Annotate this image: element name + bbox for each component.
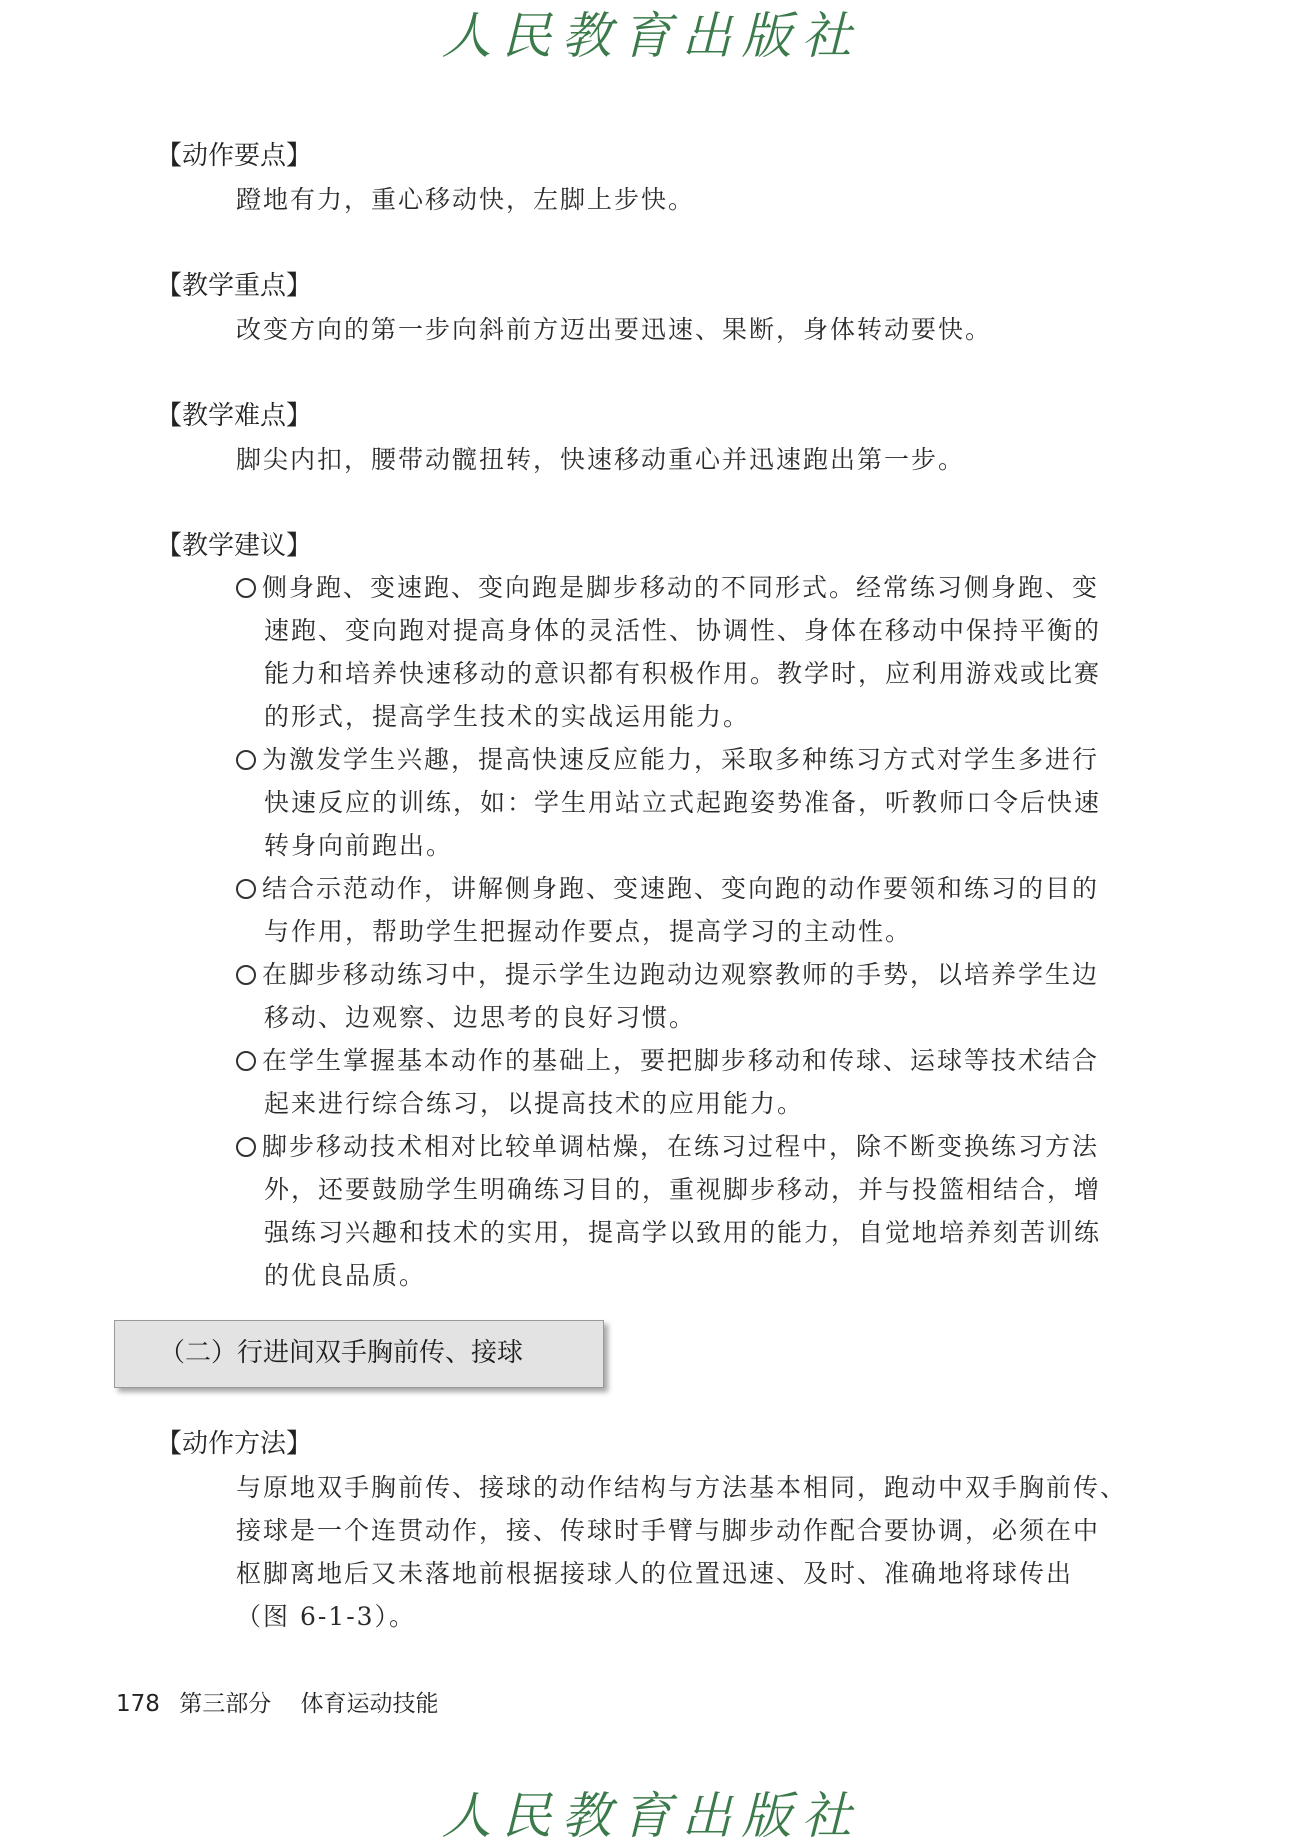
- bullet-circle-icon: [236, 879, 256, 899]
- footer-chapter: 体育运动技能: [300, 1691, 439, 1717]
- bullet-circle-icon: [236, 1137, 256, 1157]
- heading-teaching-suggestions: 【教学建议】: [156, 531, 313, 561]
- page-number: 178: [116, 1691, 160, 1717]
- suggestion-item: 为激发学生兴趣，提高快速反应能力，采取多种练习方式对学生多进行 快速反应的训练，如：学生用站立式起跑姿势准备，听教师口令后快速 转身向前跑出。: [236, 738, 1141, 867]
- bullet-circle-icon: [236, 578, 256, 598]
- teaching-difficulty-text: 脚尖内扣，腰带动髋扭转，快速移动重心并迅速跑出第一步。: [236, 445, 966, 474]
- publisher-watermark-bottom: 人民教育出版社: [441, 1787, 862, 1845]
- action-method-text: 与原地双手胸前传、接球的动作结构与方法基本相同，跑动中双手胸前传、 接球是一个连贯动作，接、传球时手臂与脚步动作配合要协调，必须在中 枢脚离地后又未落地前根据接球人的位置迅速、及时、准确地将球传出 （图 6-1-3）。: [236, 1473, 1128, 1631]
- suggestion-item: 在脚步移动练习中，提示学生边跑动边观察教师的手势，以培养学生边 移动、边观察、边思考的良好习惯。: [236, 953, 1141, 1039]
- suggestion-item: 脚步移动技术相对比较单调枯燥，在练习过程中，除不断变换练习方法 外，还要鼓励学生明确练习目的，重视脚步移动，并与投篮相结合，增 强练习兴趣和技术的实用，提高学以致用的能力，自觉地培养刻苦训练 的优良品质。: [236, 1125, 1141, 1297]
- teaching-focus-text: 改变方向的第一步向斜前方迈出要迅速、果断，身体转动要快。: [236, 315, 993, 344]
- bullet-circle-icon: [236, 965, 256, 985]
- suggestion-item: 在学生掌握基本动作的基础上，要把脚步移动和传球、运球等技术结合 起来进行综合练习，以提高技术的应用能力。: [236, 1039, 1141, 1125]
- action-points-text: 蹬地有力，重心移动快，左脚上步快。: [236, 185, 696, 214]
- bullet-circle-icon: [236, 750, 256, 770]
- heading-teaching-focus: 【教学重点】: [156, 271, 313, 301]
- heading-action-method: 【动作方法】: [156, 1429, 313, 1459]
- bullet-circle-icon: [236, 1051, 256, 1071]
- subsection-title: （二）行进间双手胸前传、接球: [159, 1338, 524, 1368]
- page-footer: [116, 1688, 439, 1720]
- suggestion-item: 结合示范动作，讲解侧身跑、变速跑、变向跑的动作要领和练习的目的 与作用，帮助学生把握动作要点，提高学习的主动性。: [236, 867, 1141, 953]
- subsection-title-box: [114, 1320, 604, 1388]
- heading-action-points: 【动作要点】: [156, 141, 313, 171]
- suggestion-item: 侧身跑、变速跑、变向跑是脚步移动的不同形式。经常练习侧身跑、变 速跑、变向跑对提高身体的灵活性、协调性、身体在移动中保持平衡的 能力和培养快速移动的意识都有积极作用。教学时，应利用游戏或比赛 的形式，提高学生技术的实战运用能力。: [236, 566, 1141, 738]
- heading-teaching-difficulty: 【教学难点】: [156, 401, 313, 431]
- publisher-watermark-top: 人民教育出版社: [441, 7, 862, 65]
- footer-part: 第三部分: [179, 1691, 272, 1717]
